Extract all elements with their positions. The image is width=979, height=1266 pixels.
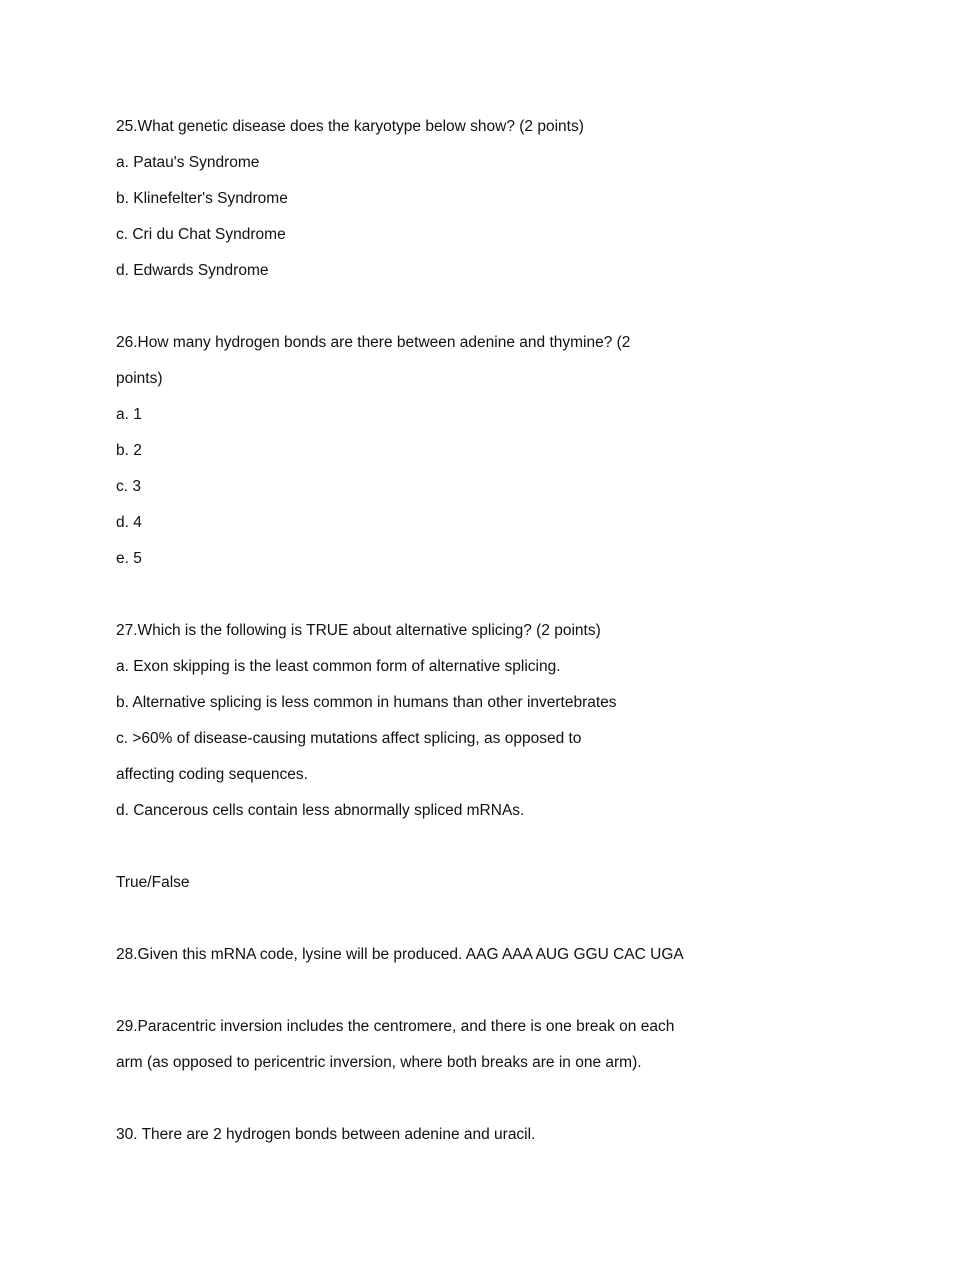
question-27-option-a: a. Exon skipping is the least common form of alternative splicing.	[116, 658, 561, 675]
question-28-stem: 28.Given this mRNA code, lysine will be produced. AAG AAA AUG GGU CAC UGA	[116, 946, 684, 963]
question-25-option-d: d. Edwards Syndrome	[116, 262, 269, 279]
question-25-option-c: c. Cri du Chat Syndrome	[116, 226, 286, 243]
question-25-stem: 25.What genetic disease does the karyotype below show? (2 points)	[116, 118, 584, 135]
question-29-stem-line1: 29.Paracentric inversion includes the centromere, and there is one break on each	[116, 1018, 675, 1035]
question-26-stem-line1: 26.How many hydrogen bonds are there between adenine and thymine? (2	[116, 334, 631, 351]
question-27-option-c-continued: affecting coding sequences.	[116, 766, 308, 783]
question-27-stem: 27.Which is the following is TRUE about alternative splicing? (2 points)	[116, 622, 601, 639]
question-25-option-b: b. Klinefelter's Syndrome	[116, 190, 288, 207]
question-27-option-b: b. Alternative splicing is less common in humans than other invertebrates	[116, 694, 617, 711]
question-25-option-a: a. Patau's Syndrome	[116, 154, 260, 171]
question-29-stem-line2: arm (as opposed to pericentric inversion, where both breaks are in one arm).	[116, 1054, 642, 1071]
question-26-option-b: b. 2	[116, 442, 142, 459]
question-30-stem: 30. There are 2 hydrogen bonds between adenine and uracil.	[116, 1126, 536, 1143]
question-26-option-d: d. 4	[116, 514, 142, 531]
section-heading-true-false: True/False	[116, 874, 190, 891]
question-26-stem-line2: points)	[116, 370, 163, 387]
question-26-option-c: c. 3	[116, 478, 141, 495]
question-26-option-e: e. 5	[116, 550, 142, 567]
question-27-option-c: c. >60% of disease-causing mutations affect splicing, as opposed to	[116, 730, 582, 747]
question-26-option-a: a. 1	[116, 406, 142, 423]
question-27-option-d: d. Cancerous cells contain less abnormally spliced mRNAs.	[116, 802, 525, 819]
